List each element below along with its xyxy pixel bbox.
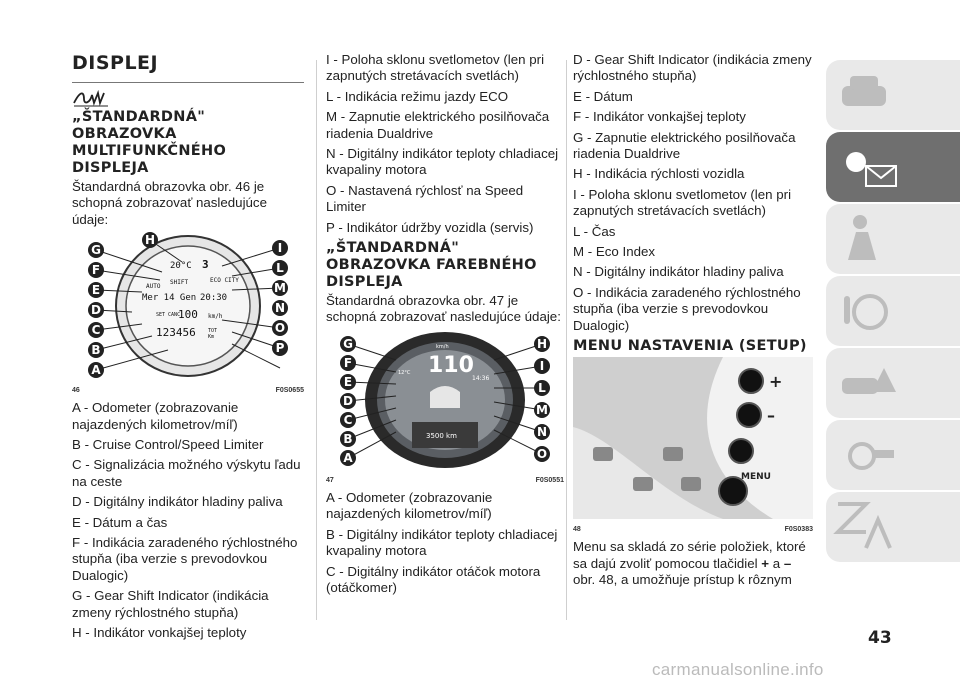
watermark: carmanualsonline.info: [652, 660, 824, 679]
dashboard-color-illustration: [326, 330, 564, 470]
handwriting-icon: [72, 89, 304, 109]
callout-letter: P: [275, 341, 285, 356]
legend-item: C - Signalizácia možného výskytu ľadu na ceste: [72, 457, 301, 489]
callout-letter: N: [536, 424, 548, 439]
legend-item: N - Digitálny indikátor teploty chladiacej kvapaliny motora: [326, 146, 559, 178]
menu-paragraph-part1: Menu sa skladá zo série položiek, ktoré sa dajú zvoliť pomocou tlačidiel: [573, 539, 806, 571]
minus-button-icon: –: [783, 555, 792, 571]
callout-letter: M: [536, 402, 548, 417]
speed-unit: km/h: [208, 313, 223, 321]
color-speed-readout: 110: [428, 352, 474, 378]
callout-h: H: [144, 233, 156, 248]
legend-list-47: [326, 490, 564, 596]
legend-item: D - Digitálny indikátor hladiny paliva: [72, 494, 283, 510]
temp-readout: 20°C: [170, 261, 192, 272]
legend-item: A - Odometer (zobrazovanie najazdených kilometrov/míľ): [326, 489, 493, 522]
figure-48-caption: [573, 526, 813, 533]
callout-letter: O: [274, 321, 286, 336]
callout-letter: I: [277, 241, 283, 256]
column-1: [72, 52, 304, 646]
color-temp-readout: 12°C: [398, 369, 411, 376]
tab-car[interactable]: [826, 60, 960, 130]
date-readout: Mer 14 Gen: [142, 293, 197, 304]
figure-code: F0S0551: [535, 476, 564, 484]
dashboard-mono-illustration: [72, 232, 304, 380]
menu-label: MENU: [741, 472, 771, 483]
legend-item: D - Gear Shift Indicator (indikácia zmeny rýchlostného stupňa): [573, 52, 812, 84]
plus-label: +: [769, 372, 783, 392]
callout-letter: F: [343, 355, 353, 370]
minus-label: –: [767, 406, 775, 426]
callout-letter: O: [536, 446, 548, 461]
tab-index[interactable]: [826, 492, 960, 562]
figure-number: 48: [573, 526, 581, 534]
legend-item: H - Indikátor vonkajšej teploty: [72, 625, 247, 641]
column-divider: [316, 60, 317, 620]
legend-item: A - Odometer (zobrazovanie najazdených kilometrov/míľ): [72, 400, 239, 432]
tab-warning-lights[interactable]: [826, 132, 960, 202]
menu-paragraph-part2: a: [772, 555, 781, 571]
chapter-tabs: [826, 60, 960, 620]
menu-paragraph: [573, 539, 813, 588]
legend-item: B - Digitálny indikátor teploty chladiacej kvapaliny motora: [326, 526, 558, 559]
callout-letter: L: [276, 261, 284, 276]
warning-lights-icon: [826, 132, 960, 202]
legend-item: C - Digitálny indikátor otáčok motora (otáčkomer): [326, 563, 541, 595]
figure-47: [326, 330, 564, 484]
figure-46: [72, 232, 304, 394]
eco-city-label: ECO CITY: [210, 277, 239, 285]
index-icon: [826, 492, 960, 562]
callout-letter: A: [91, 363, 101, 378]
legend-item: O - Nastavená rýchlosť na Speed Limiter: [326, 182, 524, 215]
title-rule: [72, 82, 304, 83]
tab-crash[interactable]: [826, 348, 960, 418]
odo-tot-label: TOT: [208, 328, 218, 335]
heading-standard-mono: „ŠTANDARDNÁ" OBRAZOVKA MULTIFUNKČNÉHO DISPLEJA: [72, 109, 227, 176]
legend-item: F - Indikátor vonkajšej teploty: [573, 109, 746, 125]
figure-number: 47: [326, 476, 334, 484]
legend-item: I - Poloha sklonu svetlometov (len pri zapnutých stretávacích svetlách): [326, 52, 545, 84]
legend-item: P - Indikátor údržby vozidla (servis): [326, 219, 534, 235]
callout-letter: M: [274, 281, 286, 296]
column-divider: [566, 60, 567, 620]
legend-item: M - Zapnutie elektrického posilňovača riadenia Dualdrive: [326, 109, 550, 141]
callout-letter: C: [343, 412, 353, 427]
legend-item: E - Dátum: [573, 88, 633, 104]
legend-item: E - Dátum a čas: [72, 514, 168, 530]
intro-text-color: Štandardná obrazovka obr. 47 je schopná zobrazovať nasledujúce údaje:: [326, 293, 561, 325]
callout-letter: A: [343, 450, 353, 465]
legend-item: L - Indikácia režimu jazdy ECO: [326, 88, 509, 104]
odo-unit-label: Km: [208, 334, 215, 341]
callout-letter: B: [343, 431, 353, 446]
legend-item: I - Poloha sklonu svetlometov (len pri zapnutých stretávacích svetlách): [573, 186, 792, 219]
callout-letter: I: [539, 358, 545, 373]
callout-letter: F: [91, 263, 101, 278]
legend-item: O - Indikácia zaradeného rýchlostného stupňa (iba verzie s prevodovkou Dualogic): [573, 284, 801, 333]
callout-letter: D: [343, 393, 353, 408]
legend-item: M - Eco Index: [573, 244, 656, 260]
legend-item: F - Indikácia zaradeného rýchlostného stupňa (iba verzie s prevodovkou Dualogic): [72, 535, 298, 583]
seatbelt-icon: [826, 204, 960, 274]
callout-letter: E: [343, 374, 353, 389]
page-number: 43: [868, 628, 892, 648]
plus-button-icon: +: [761, 555, 770, 571]
legend-item: N - Digitálny indikátor hladiny paliva: [573, 264, 784, 280]
tab-seatbelt[interactable]: [826, 204, 960, 274]
intro-text: Štandardná obrazovka obr. 46 je schopná zobrazovať nasledujúce údaje:: [72, 179, 267, 227]
legend-list-47-cont: [573, 52, 813, 334]
heading-standard-color: „ŠTANDARDNÁ" OBRAZOVKA FAREBNÉHO DISPLEJA: [326, 240, 537, 291]
legend-item: L - Čas: [573, 223, 616, 239]
steering-buttons-illustration: [573, 357, 813, 519]
legend-item: B - Cruise Control/Speed Limiter: [72, 437, 264, 453]
figure-46-caption: [72, 387, 304, 394]
callout-letter: G: [91, 243, 101, 258]
figure-code: F0S0383: [784, 526, 813, 534]
figure-47-caption: [326, 477, 564, 484]
tab-steering[interactable]: [826, 276, 960, 346]
figure-48: [573, 357, 813, 533]
figure-code: F0S0655: [275, 387, 304, 395]
figure-number: 46: [72, 387, 80, 395]
shift-label: SHIFT: [170, 279, 189, 287]
column-3: [573, 52, 813, 592]
column-2: [326, 52, 564, 600]
legend-list-46: [72, 400, 304, 641]
odometer-readout: 123456: [156, 326, 196, 340]
callout-letter: N: [274, 301, 286, 316]
menu-paragraph-part3: obr. 48, a umožňuje prístup k rôznym: [573, 571, 792, 587]
auto-label: AUTO: [146, 283, 161, 291]
callout-letter: E: [91, 283, 101, 298]
service-icon: [826, 420, 960, 490]
legend-item: H - Indikácia rýchlosti vozidla: [573, 166, 745, 182]
car-icon: [826, 60, 960, 130]
time-readout: 20:30: [200, 293, 228, 304]
legend-list-46-cont: [326, 52, 564, 236]
color-speed-unit: km/h: [436, 343, 449, 350]
color-time-readout: 14:36: [472, 374, 490, 382]
tab-service[interactable]: [826, 420, 960, 490]
speed-readout: 100: [178, 308, 198, 322]
steering-icon: [826, 276, 960, 346]
legend-item: G - Zapnutie elektrického posilňovača riadenia Dualdrive: [573, 129, 796, 162]
callout-letter: G: [343, 336, 353, 351]
set-canc-label: SET CANC: [156, 312, 181, 319]
callout-letter: C: [91, 323, 101, 338]
callout-letter: L: [538, 380, 546, 395]
callout-letter: B: [91, 343, 101, 358]
callout-letter: H: [536, 336, 548, 351]
callout-letter: D: [91, 303, 101, 318]
crash-icon: [826, 348, 960, 418]
heading-menu-setup: MENU NASTAVENIA (SETUP): [573, 338, 807, 355]
gear-readout: 3: [202, 258, 209, 272]
legend-item: G - Gear Shift Indicator (indikácia zmeny rýchlostného stupňa): [72, 588, 269, 620]
color-odo-readout: 3500 km: [426, 431, 457, 440]
section-title: DISPLEJ: [72, 52, 159, 74]
